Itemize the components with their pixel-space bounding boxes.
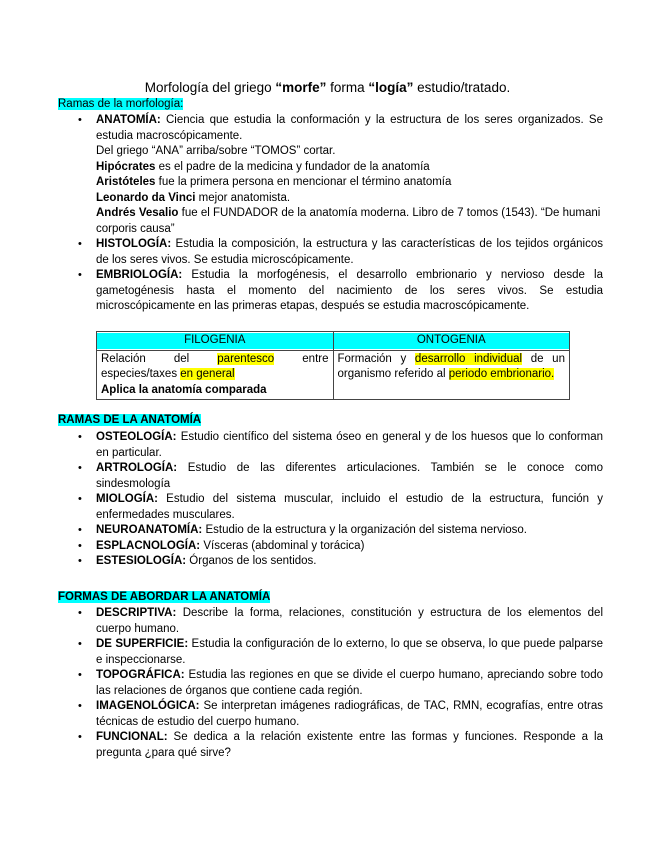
list-item: • ARTROLOGÍA: Estudio de las diferentes articulaciones. También se le conoce como sindesmología xyxy=(78,462,603,490)
list-item-embriologia: • EMBRIOLOGÍA: Estudia la morfogénesis, el desarrollo embrionario y nervioso desde la gametogénesis hasta el momento del nacimiento de los seres vivos. Se estudia microscópicamente en las primeras etapas, después se estudia macroscópicamente. xyxy=(78,269,603,312)
bullet: • xyxy=(78,462,82,474)
bullet: • xyxy=(78,669,82,681)
bullet: • xyxy=(78,638,82,650)
bullet: • xyxy=(78,493,82,505)
list-item: • IMAGENOLÓGICA: Se interpretan imágenes radiográficas, de TAC, RMN, ecografías, entre otras técnicas de estudio del cuerpo humano. xyxy=(78,700,603,728)
list-item: • MIOLOGÍA: Estudio del sistema muscular, incluido el estudio de la estructura, función y enfermedades musculares. xyxy=(78,493,603,521)
bullet: • xyxy=(78,524,82,536)
page-title: Morfología del griego “morfe” forma “logía” estudio/tratado. xyxy=(144,80,511,95)
formas-heading: FORMAS DE ABORDAR LA ANATOMÍA xyxy=(58,591,271,603)
table-cell-ontogenia: Formación y desarrollo individual de un organismo referido al periodo embrionario. xyxy=(333,350,570,400)
list-item: • ESTESIOLOGÍA: Órganos de los sentidos. xyxy=(58,554,603,570)
ramas-anatomia-heading: RAMAS DE LA ANATOMÍA xyxy=(58,414,202,426)
bullet: • xyxy=(78,238,82,250)
ramas-morfologia-heading: Ramas de la morfología: xyxy=(58,98,184,110)
filogenia-ontogenia-table xyxy=(96,331,570,400)
table-row xyxy=(97,350,570,400)
ramas-morfologia-list xyxy=(58,113,603,315)
list-item-histologia: • HISTOLOGÍA: Estudia la composición, la estructura y las características de los tejidos orgánicos de los seres vivos. Se estudia microscópicamente. xyxy=(78,238,603,266)
list-item: • NEUROANATOMÍA: Estudio de la estructura y la organización del sistema nervioso. xyxy=(58,523,603,539)
formas-list xyxy=(58,606,603,761)
list-item: • DESCRIPTIVA: Describe la forma, relaciones, constitución y estructura de los elementos del cuerpo humano. xyxy=(78,607,603,635)
bullet: • xyxy=(78,114,82,126)
ramas-anatomia-list xyxy=(58,430,603,570)
list-item: • OSTEOLOGÍA: Estudio científico del sistema óseo en general y de los huesos que lo conforman en particular. xyxy=(78,431,603,459)
table-header-row xyxy=(97,332,570,351)
table-header-filogenia: FILOGENIA xyxy=(97,332,334,351)
bullet: • xyxy=(78,431,82,443)
list-item: • ESPLACNOLOGÍA: Vísceras (abdominal y torácica) xyxy=(58,539,603,555)
table-cell-filogenia: Relación del parentesco entre especies/taxes en general Aplica la anatomía comparada xyxy=(97,350,334,400)
list-item-anatomia: • ANATOMÍA: Ciencia que estudia la conformación y la estructura de los seres organizados. Se estudia macroscópicamente. Del griego “ANA” arriba/sobre “TOMOS” cortar. Hipócrates es el padre de la medicina y fundador de la anatomía Aristóteles fue la primera persona en mencionar el término anatomía Leonardo da Vinci mejor anatomista. Andrés Vesalio fue el FUNDADOR de la anatomía moderna. Libro de 7 tomos (1543). “De humani corporis causa” xyxy=(78,114,603,235)
table-header-ontogenia: ONTOGENIA xyxy=(333,332,570,351)
bullet: • xyxy=(78,269,82,281)
list-item: • TOPOGRÁFICA: Estudia las regiones en que se divide el cuerpo humano, apreciando sobre todo las relaciones de órganos que contiene cada región. xyxy=(78,669,603,697)
bullet: • xyxy=(78,607,82,619)
bullet: • xyxy=(78,539,82,552)
list-item: • DE SUPERFICIE: Estudia la configuración de lo externo, lo que se observa, lo que puede palparse e inspeccionarse. xyxy=(78,638,603,666)
bullet: • xyxy=(78,731,82,743)
bullet: • xyxy=(78,555,82,567)
bullet: • xyxy=(78,700,82,712)
list-item: • FUNCIONAL: Se dedica a la relación existente entre las formas y funciones. Responde a la pregunta ¿para qué sirve? xyxy=(78,731,603,759)
